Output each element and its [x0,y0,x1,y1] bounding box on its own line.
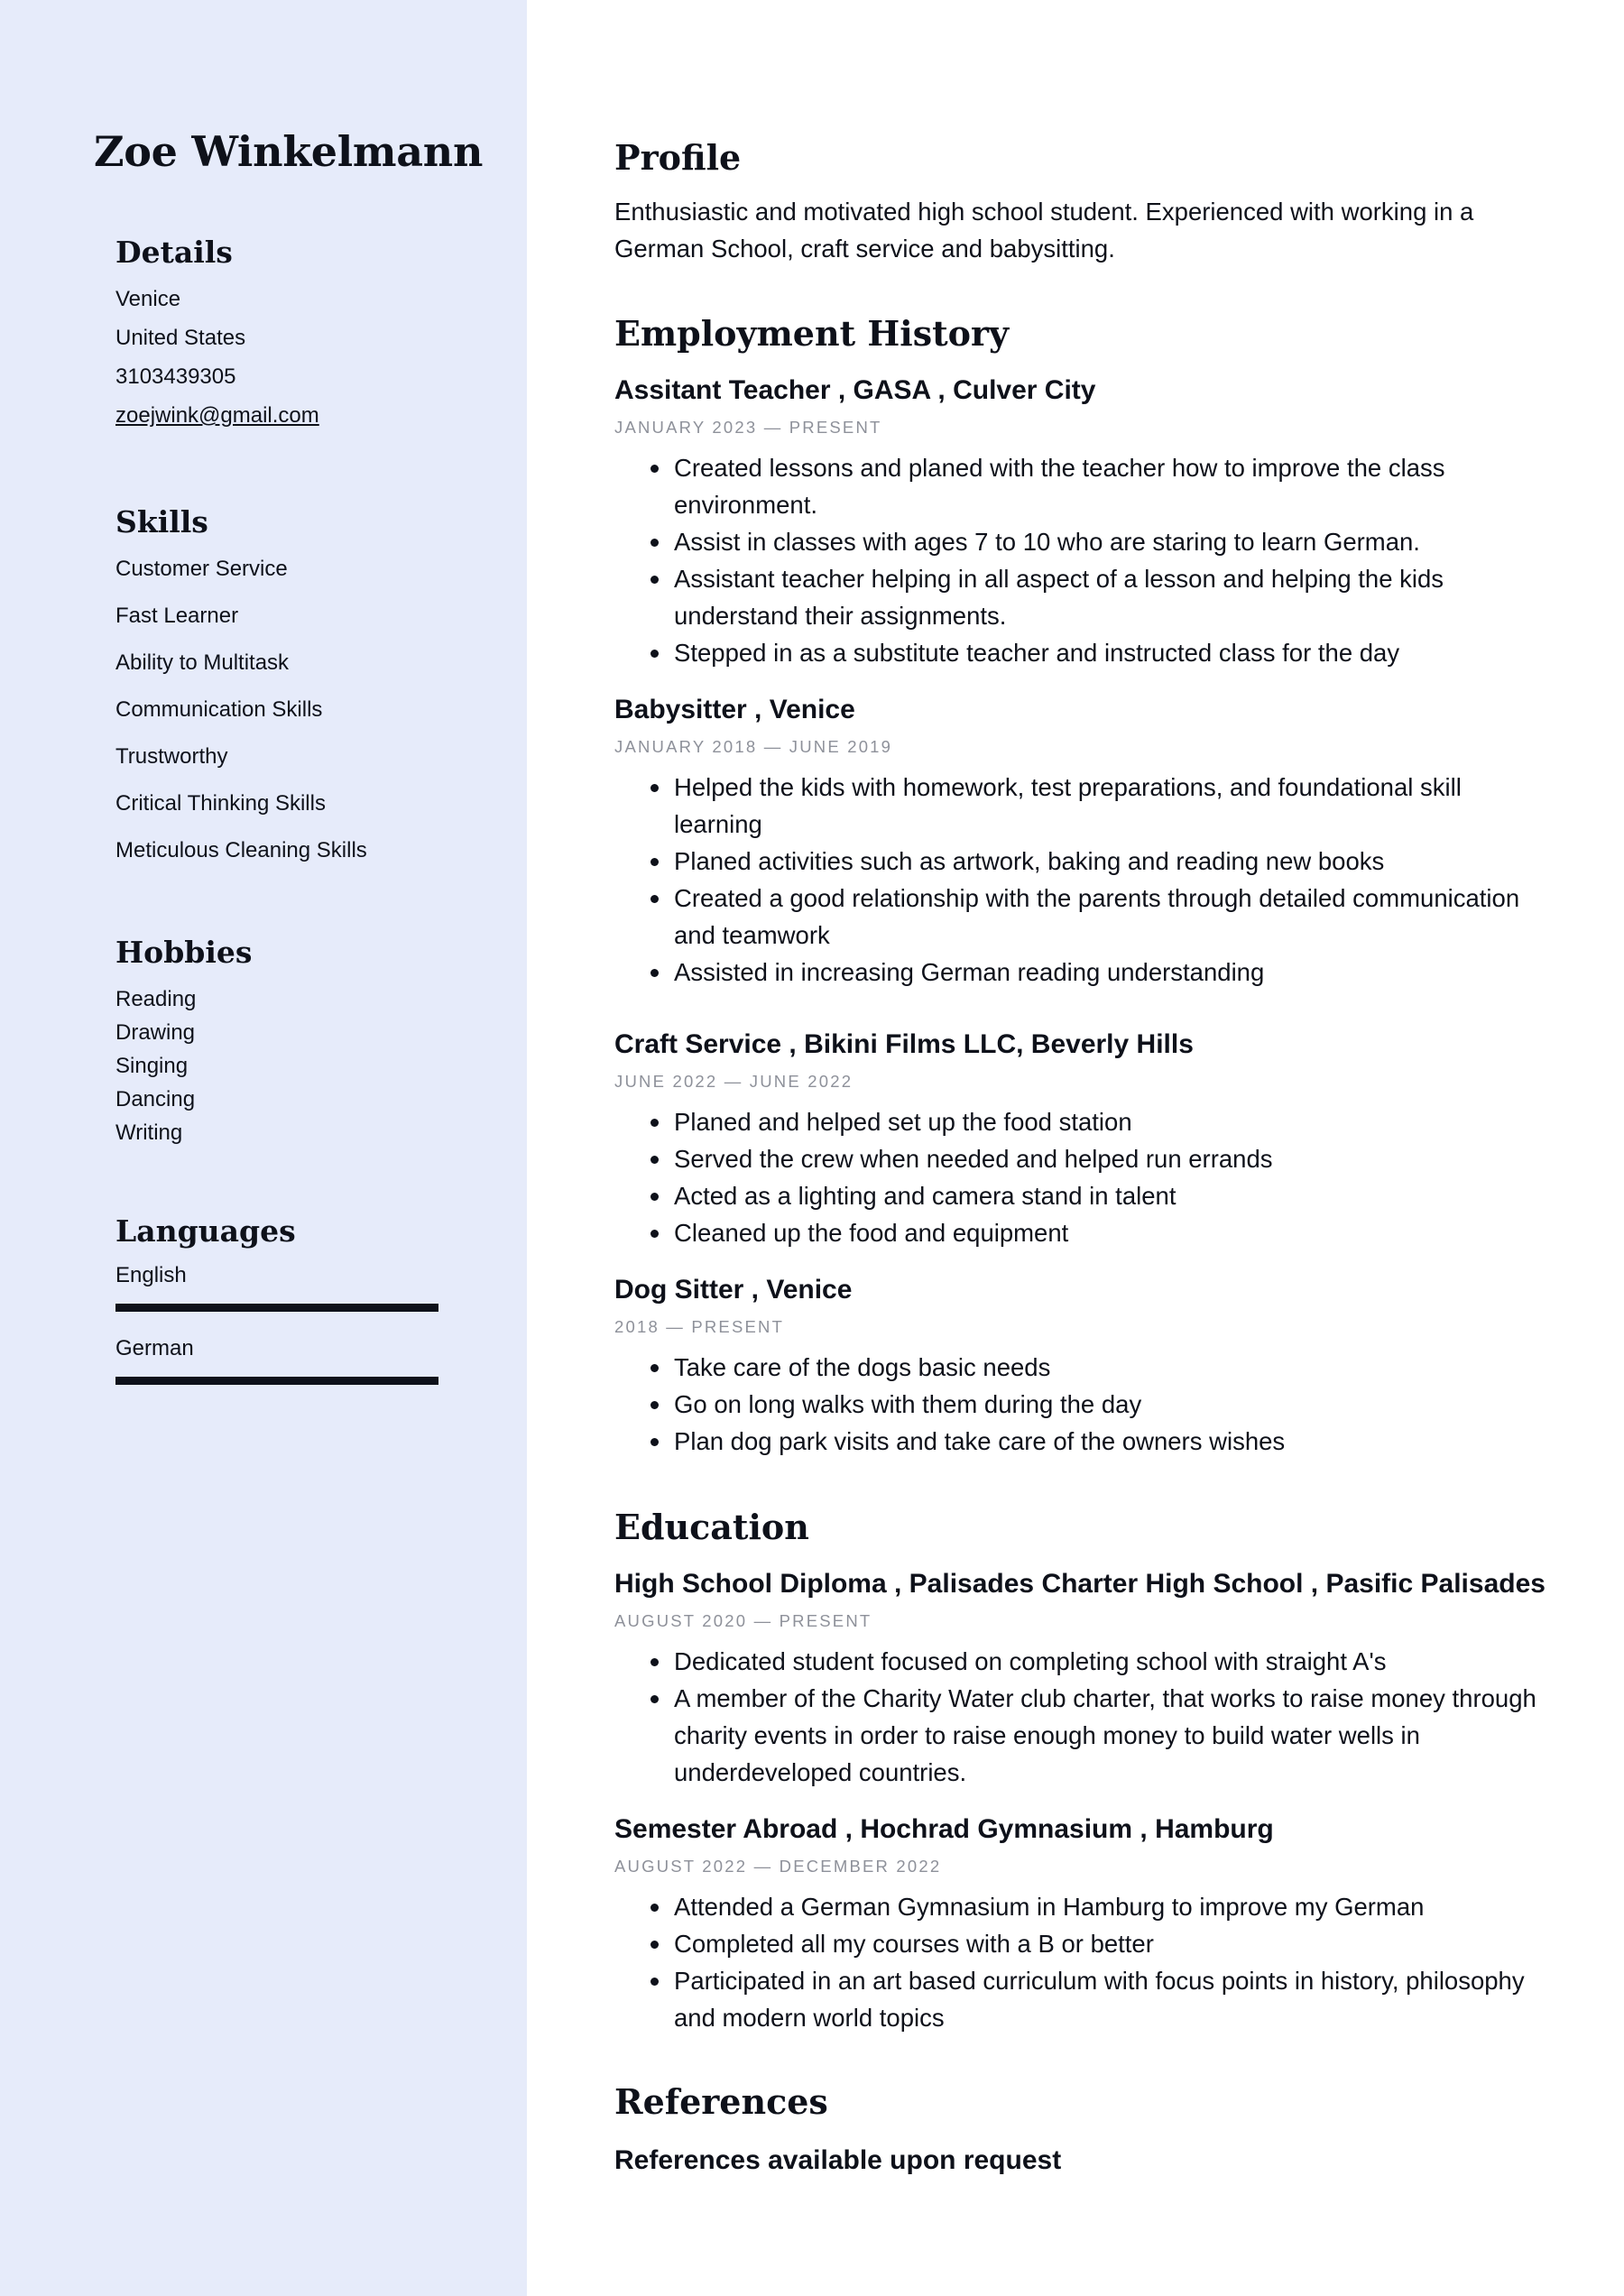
list-item: Dedicated student focused on completing school with straight A's [674,1643,1540,1680]
email-link[interactable]: zoejwink@gmail.com [115,403,319,428]
skills-section [115,503,485,863]
skill-item: Meticulous Cleaning Skills [115,838,367,862]
details-city: Venice [115,287,181,311]
details-phone: 3103439305 [115,364,236,389]
hobby-item: Reading [115,987,197,1011]
job-bullets [614,769,1540,991]
list-item: Created a good relationship with the parents through detailed communication and teamwork [674,880,1540,954]
candidate-name: Zoe Winkelmann [94,127,484,176]
profile-heading: Profile [614,137,742,178]
list-item: Planed activities such as artwork, baking and reading new books [674,843,1540,880]
list-item: Plan dog park visits and take care of the owners wishes [674,1423,1540,1460]
list-item: Completed all my courses with a B or better [674,1925,1540,1962]
education-dates: AUGUST 2020 — PRESENT [614,1611,872,1630]
list-item: Take care of the dogs basic needs [674,1349,1540,1386]
skill-item: Trustworthy [115,744,228,769]
education-bullets [614,1643,1540,1791]
skill-item: Fast Learner [115,604,239,628]
job-title: Assitant Teacher , GASA , Culver City [614,375,1096,405]
list-item: Assistant teacher helping in all aspect of a lesson and helping the kids understand their assignments. [674,560,1540,634]
list-item: Created lessons and planed with the teacher how to improve the class environment. [674,449,1540,523]
language-level-bar [115,1377,438,1385]
hobby-item: Drawing [115,1020,196,1045]
language-item [115,1263,485,1312]
hobby-item: Dancing [115,1087,196,1111]
language-item [115,1336,485,1385]
job-dates: JUNE 2022 — JUNE 2022 [614,1072,854,1091]
list-item: Cleaned up the food and equipment [674,1214,1540,1251]
references-heading: References [614,2081,828,2122]
languages-section [115,1212,485,1385]
list-item: Helped the kids with homework, test preparations, and foundational skill learning [674,769,1540,843]
details-section [115,233,485,429]
hobbies-section [115,933,485,1146]
education-title: Semester Abroad , Hochrad Gymnasium , Hamburg [614,1814,1274,1844]
list-item: Acted as a lighting and camera stand in talent [674,1177,1540,1214]
hobbies-heading: Hobbies [115,935,253,970]
job-bullets [614,1349,1540,1460]
employment-heading: Employment History [614,313,1010,354]
education-title: High School Diploma , Palisades Charter High School , Pasific Palisades [614,1569,1546,1599]
job-bullets [614,1103,1540,1251]
job-bullets [614,449,1540,671]
skill-item: Critical Thinking Skills [115,791,326,816]
sidebar [0,0,527,2296]
list-item: Planed and helped set up the food station [674,1103,1540,1140]
references-text: References available upon request [614,2145,1062,2175]
education-dates: AUGUST 2022 — DECEMBER 2022 [614,1857,942,1876]
list-item: Assisted in increasing German reading understanding [674,954,1540,991]
list-item: A member of the Charity Water club charter, that works to raise money through charity events in order to raise enough money to build water wells in underdeveloped countries. [674,1680,1540,1791]
list-item: Assist in classes with ages 7 to 10 who are staring to learn German. [674,523,1540,560]
job-title: Craft Service , Bikini Films LLC, Beverly Hills [614,1029,1194,1059]
details-heading: Details [115,235,233,270]
list-item: Go on long walks with them during the day [674,1386,1540,1423]
list-item: Attended a German Gymnasium in Hamburg to improve my German [674,1888,1540,1925]
skills-heading: Skills [115,504,208,539]
job-dates: JANUARY 2018 — JUNE 2019 [614,737,893,756]
job-title: Dog Sitter , Venice [614,1275,853,1305]
job-title: Babysitter , Venice [614,695,855,724]
languages-heading: Languages [115,1213,296,1249]
job-dates: 2018 — PRESENT [614,1317,785,1336]
job-dates: JANUARY 2023 — PRESENT [614,418,882,437]
language-name: German [115,1336,194,1360]
details-country: United States [115,326,246,350]
language-name: English [115,1263,187,1287]
list-item: Served the crew when needed and helped run errands [674,1140,1540,1177]
education-bullets [614,1888,1540,2036]
hobby-item: Writing [115,1120,183,1145]
skill-item: Communication Skills [115,697,323,722]
hobby-item: Singing [115,1054,189,1078]
education-heading: Education [614,1507,809,1547]
list-item: Participated in an art based curriculum with focus points in history, philosophy and modern world topics [674,1962,1540,2036]
profile-text: Enthusiastic and motivated high school student. Experienced with working in a German School, craft service and babysitting. [614,198,1474,263]
skill-item: Ability to Multitask [115,650,290,675]
language-level-bar [115,1304,438,1312]
skill-item: Customer Service [115,557,288,581]
list-item: Stepped in as a substitute teacher and instructed class for the day [674,634,1540,671]
